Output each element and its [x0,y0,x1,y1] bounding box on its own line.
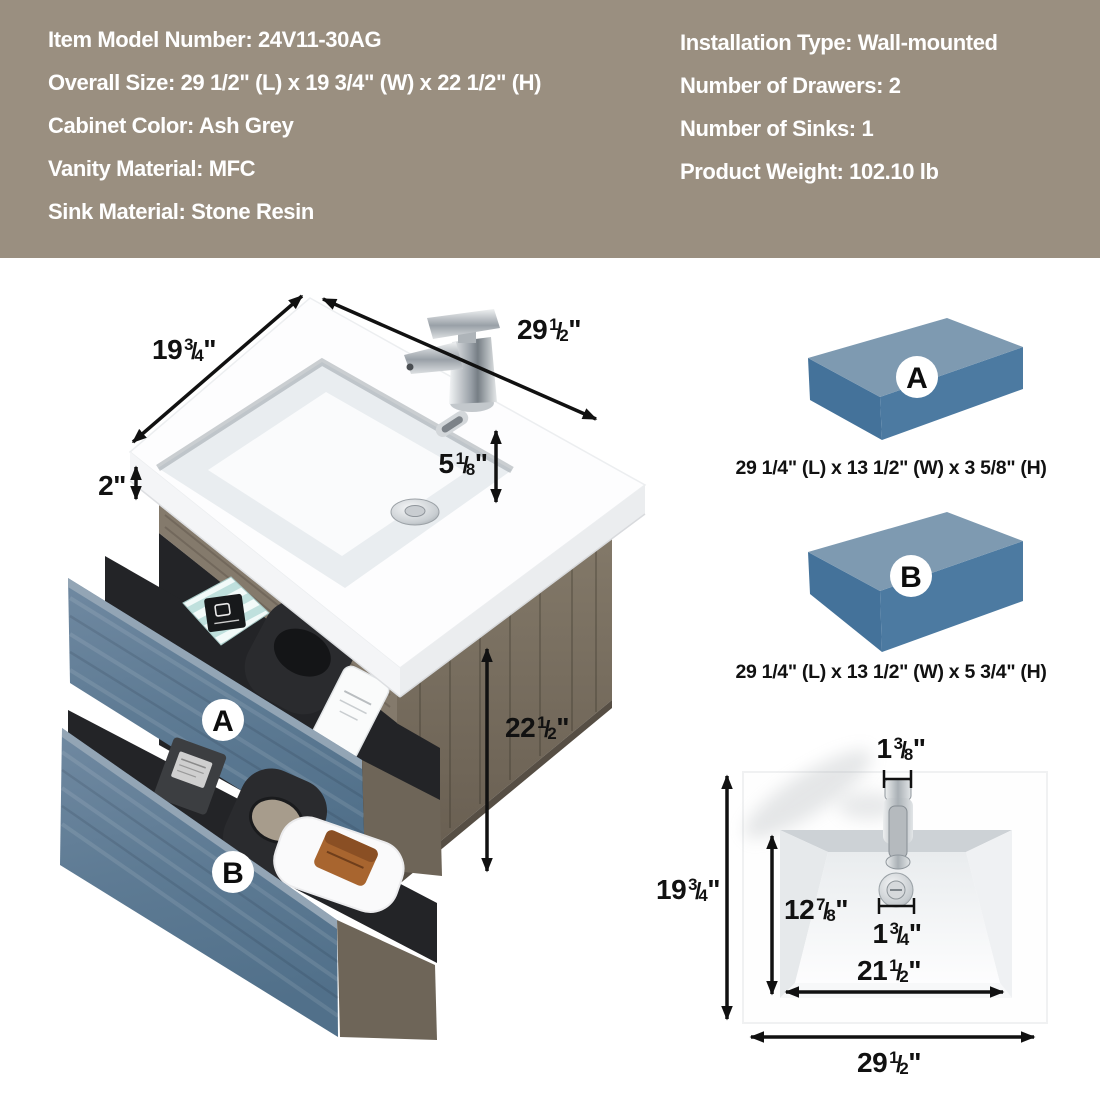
drawer-a-badge [202,699,244,741]
drawer-box-a-graphic [808,318,1023,440]
spec-installation-type: Installation Type: Wall-mounted [680,30,998,55]
spec-overall-size: Overall Size: 29 1/2" (L) x 19 3/4" (W) x 22 1/2" (H) [48,70,542,95]
drain-width-label: 1 $^3/_4$" [872,918,922,950]
drawer-b-badge [212,851,254,893]
sink-top-view [640,720,1100,1100]
overall-length-label: 29 $^1/_2$" [516,314,582,346]
spec-cabinet-color: Cabinet Color: Ash Grey [48,113,294,138]
overall-length-bottom-label: 29 $^1/_2$" [856,1047,922,1079]
basin-depth-label: 12 $^7/_8$" [783,894,849,926]
svg-text:A: A [212,704,234,738]
drawer-b-dimensions: 29 1/4" (L) x 13 1/2" (W) x 5 3/4" (H) [735,661,1047,683]
spec-sink-material: Sink Material: Stone Resin [48,199,314,224]
vanity-illustration [30,280,690,1050]
svg-text:A: A [906,361,928,395]
overall-width-label: 19 $^3/_4$" [151,334,217,366]
spec-number-drawers: Number of Drawers: 2 [680,73,901,98]
cabinet-height-label: 22 $^1/_2$" [504,712,570,744]
faucet-width-label: 1 $^3/_8$" [876,733,926,765]
svg-text:B: B [222,856,244,890]
spec-header [0,0,1100,258]
basin-width-label: 21 $^1/_2$" [856,955,922,987]
drawer-boxes-graphic [700,300,1100,670]
drain-top-view-icon [879,873,913,907]
spec-column-right [680,0,998,193]
spec-item-model: Item Model Number: 24V11-30AG [48,27,382,52]
svg-text:B: B [900,560,922,594]
sink-depth-label: 5 $^1/_8$" [438,448,488,480]
drawer-a-dimensions: 29 1/4" (L) x 13 1/2" (W) x 3 5/8" (H) [735,457,1047,479]
spec-product-weight: Product Weight: 102.10 lb [680,159,939,184]
spec-column-left [48,0,541,233]
spec-vanity-material: Vanity Material: MFC [48,156,256,181]
countertop-thickness-label: 2" [98,470,126,501]
drawer-box-b-graphic [808,512,1023,652]
spec-number-sinks: Number of Sinks: 1 [680,116,874,141]
overall-depth-label: 19 $^3/_4$" [655,874,721,906]
drain [391,499,439,525]
